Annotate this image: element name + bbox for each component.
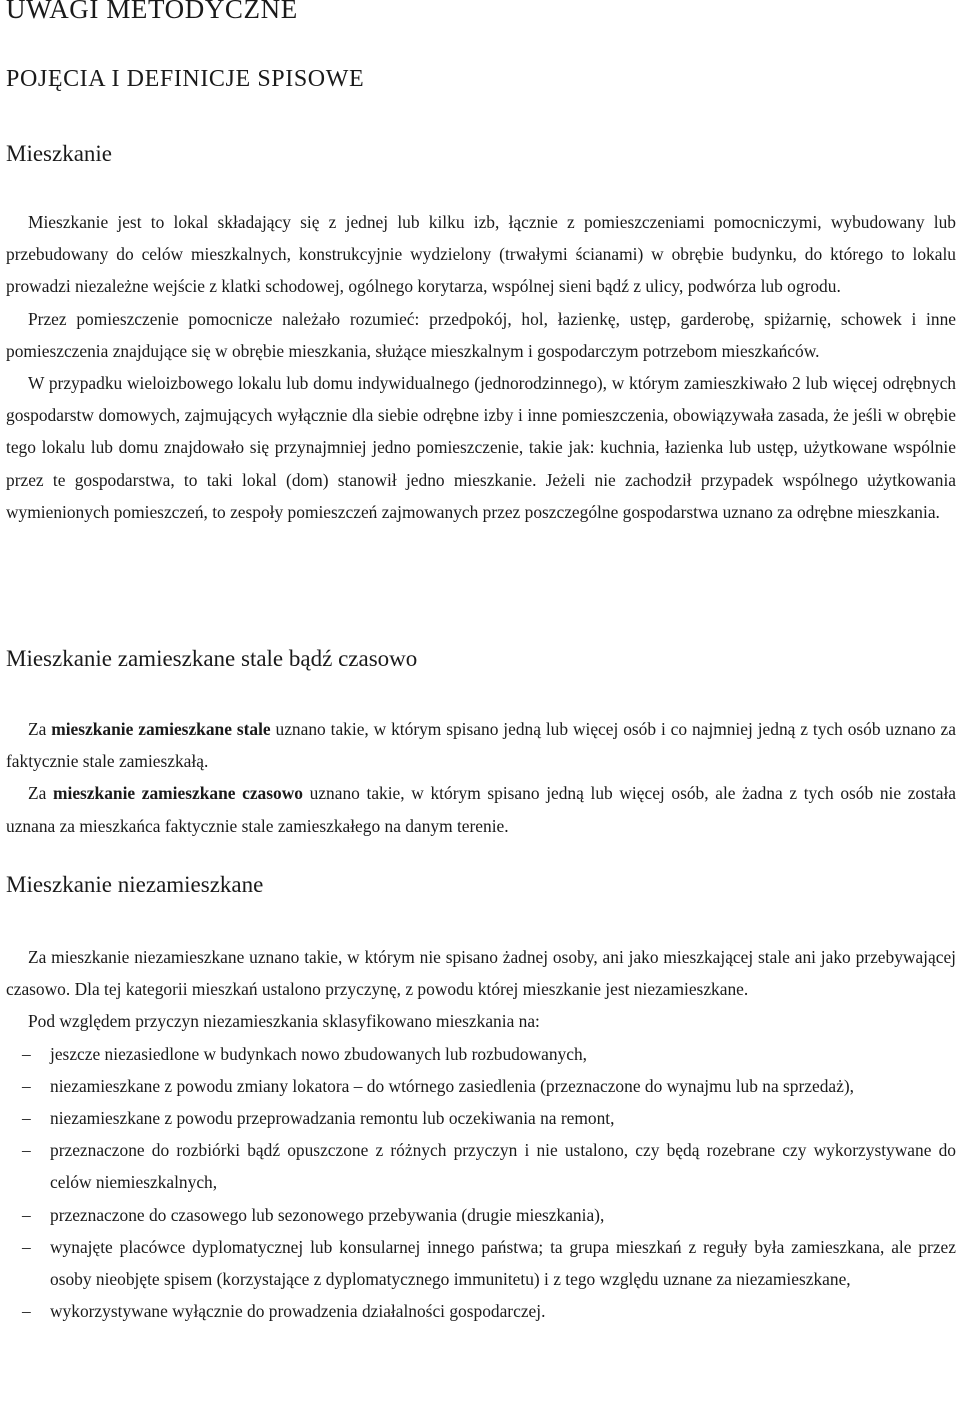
list-item-text: wynajęte placówce dyplomatycznej lub konsularnej innego państwa; ta grupa mieszkań z reguły była zamieszkana, ale przez osoby nieobjęte spisem (korzystające z dyplomatycznego immunitetu) i z tego względu uznane za niezamieszkane, xyxy=(50,1236,956,1290)
dash-bullet: – xyxy=(22,1301,31,1322)
list-item-text: wykorzystywane wyłącznie do prowadzenia działalności gospodarczej. xyxy=(50,1301,546,1322)
paragraph: Przez pomieszczenie pomocnicze należało rozumieć: przedpokój, hol, łazienkę, ustęp, garderobę, spiżarnię, schowek i inne pomieszczenia znajdujące się w obrębie mieszkania, służące mieszkalnym i gospodarczym potrzebom mieszkańców. xyxy=(6,308,956,361)
dash-bullet: – xyxy=(22,1236,31,1257)
paragraph: Za mieszkanie niezamieszkane uznano takie, w którym nie spisano żadnej osoby, ani jako mieszkającej stale ani jako przebywającej czasowo. Dla tej kategorii mieszkań ustalono przyczynę, z powodu której mieszkanie jest niezamieszkane. xyxy=(6,947,956,1000)
dash-bullet: – xyxy=(22,1108,31,1129)
section-body-zamieszkane xyxy=(6,713,956,842)
dash-bullet: – xyxy=(22,1075,31,1096)
list-item-text: niezamieszkane z powodu zmiany lokatora – do wtórnego zasiedlenia (przeznaczone do wynajmu lub na sprzedaż), xyxy=(50,1075,854,1096)
dash-bullet: – xyxy=(22,1043,31,1064)
dash-bullet: – xyxy=(22,1204,31,1225)
defined-term: mieszkanie zamieszkane stale xyxy=(51,719,271,739)
list-item-text: przeznaczone do czasowego lub sezonowego przebywania (drugie mieszkania), xyxy=(50,1204,605,1225)
list-item xyxy=(6,1295,956,1327)
section-body-niezamieszkane xyxy=(6,941,956,1327)
list-item xyxy=(6,1231,956,1295)
section-heading-mieszkanie: Mieszkanie xyxy=(6,141,113,166)
text-run: Za xyxy=(28,783,53,804)
page-title: UWAGI METODYCZNE xyxy=(6,0,298,24)
section-heading-niezamieszkane: Mieszkanie niezamieszkane xyxy=(6,872,264,897)
list-item-text: jeszcze niezasiedlone w budynkach nowo zbudowanych lub rozbudowanych, xyxy=(50,1043,587,1064)
list-item xyxy=(6,1038,956,1070)
dash-bullet: – xyxy=(22,1140,31,1161)
page-subtitle: POJĘCIA I DEFINICJE SPISOWE xyxy=(6,66,365,92)
list-item-text: przeznaczone do rozbiórki bądź opuszczone z różnych przyczyn i nie ustalono, czy będą rozebrane czy wykorzystywane do celów niemieszkalnych, xyxy=(50,1140,956,1193)
text-run: uznano takie, w którym spisano jedną lub więcej osób, ale żadna z tych osób nie została uznana za mieszkańca faktycznie stale zamieszkałego na danym terenie. xyxy=(6,783,956,836)
paragraph: Pod względem przyczyn niezamieszkania sklasyfikowano mieszkania na: xyxy=(28,1011,540,1032)
paragraph xyxy=(6,777,956,841)
list-item-text: niezamieszkane z powodu przeprowadzania remontu lub oczekiwania na remont, xyxy=(50,1108,615,1129)
paragraph: Mieszkanie jest to lokal składający się z jednej lub kilku izb, łącznie z pomieszczeniami pomocniczymi, wybudowany lub przebudowany do celów mieszkalnych, konstrukcyjnie wydzielony (trwałymi ścianami) w obrębie budynku, do którego to lokalu prowadzi niezależne wejście z klatki schodowej, ogólnego korytarza, wspólnej sieni bądź z ulicy, podwórza lub ogrodu. xyxy=(6,212,956,297)
paragraph: W przypadku wieloizbowego lokalu lub domu indywidualnego (jednorodzinnego), w którym zamieszkiwało 2 lub więcej odrębnych gospodarstw domowych, zajmujących wyłącznie dla siebie odrębne izby i inne pomieszczenia, obowiązywała zasada, że jeśli w obrębie tego lokalu lub domu znajdowało się przynajmniej jedno pomieszczenie, takie jak: kuchnia, łazienka lub ustęp, użytkowane wspólnie przez te gospodarstwa, to taki lokal (dom) stanowił jedno mieszkanie. Jeżeli nie zachodził przypadek wspólnego użytkowania wymienionych pomieszczeń, to zespoły pomieszczeń zajmowanych przez poszczególne gospodarstwa uznano za odrębne mieszkania. xyxy=(6,373,956,522)
list-item xyxy=(6,1134,956,1198)
text-run: uznano takie, w którym spisano jedną lub więcej osób i co najmniej jedną z tych osób uznano za faktycznie stale zamieszkałą. xyxy=(6,719,956,772)
section-heading-zamieszkane: Mieszkanie zamieszkane stale bądź czasowo xyxy=(6,646,418,671)
section-body-mieszkanie xyxy=(6,206,956,528)
list-item xyxy=(6,1199,956,1231)
defined-term: mieszkanie zamieszkane czasowo xyxy=(53,783,303,804)
paragraph xyxy=(6,713,956,777)
reasons-list xyxy=(6,1038,956,1328)
list-item xyxy=(6,1070,956,1102)
list-item xyxy=(6,1102,956,1134)
text-run: Za xyxy=(28,719,52,739)
